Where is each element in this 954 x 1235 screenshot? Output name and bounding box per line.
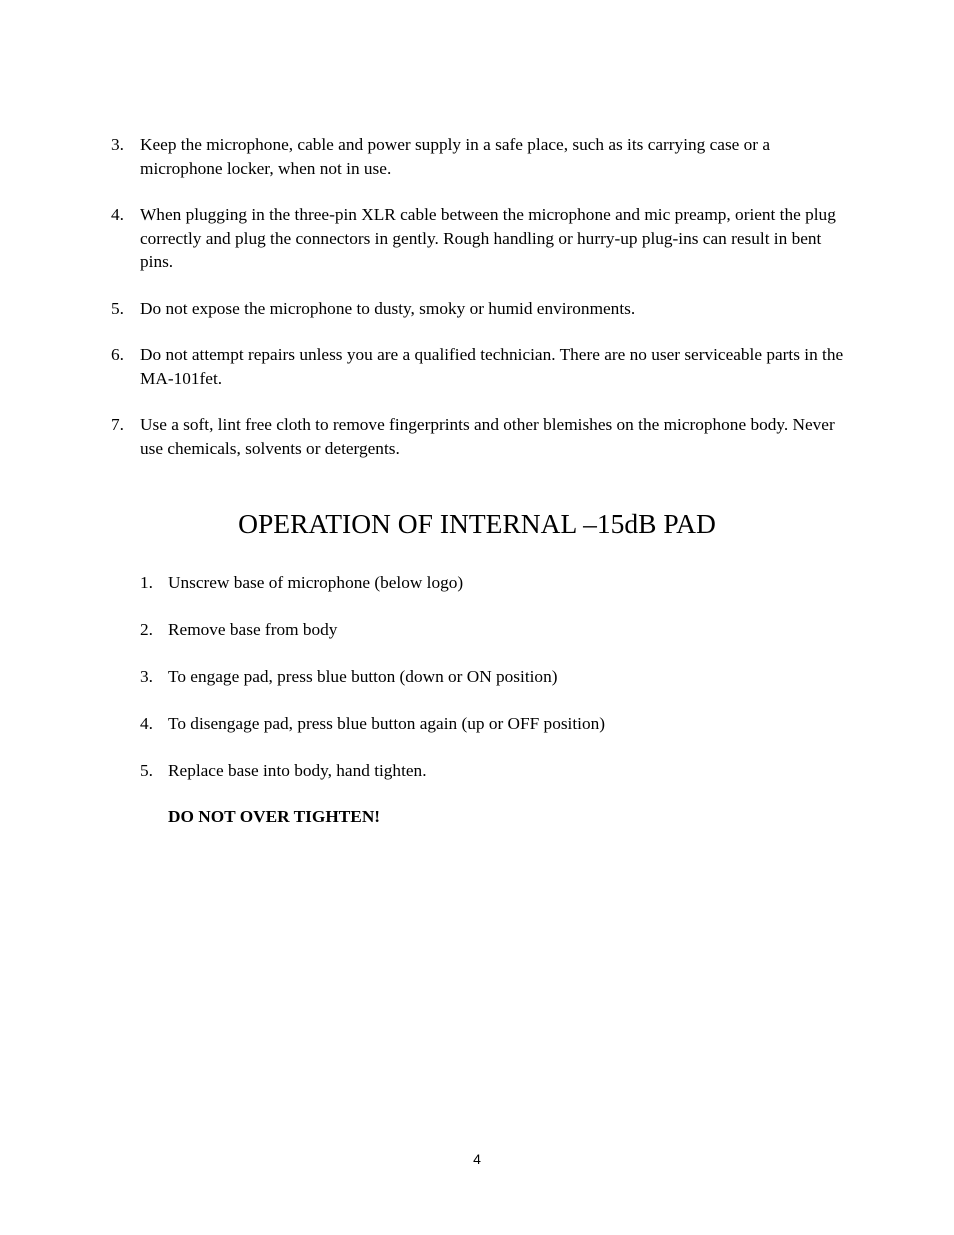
list-item-number: 4. <box>140 713 153 733</box>
list-item-number: 5. <box>111 298 124 318</box>
list-item <box>111 297 851 321</box>
list-item-text: Remove base from body <box>168 619 338 639</box>
list-item-number: 6. <box>111 345 124 364</box>
list-item <box>140 618 840 642</box>
list-item-number: 4. <box>111 205 124 224</box>
care-instructions-list <box>111 133 851 483</box>
pad-steps-list <box>140 571 840 805</box>
list-item <box>111 413 851 460</box>
list-item-text: To engage pad, press blue button (down or ON position) <box>168 666 558 686</box>
list-item <box>140 665 840 689</box>
list-item <box>111 203 851 274</box>
list-item-text: Use a soft, lint free cloth to remove fingerprints and other blemishes on the microphone body. Never use chemicals, solvents or detergents. <box>140 415 835 458</box>
list-item-number: 3. <box>111 135 124 154</box>
list-item-text: Replace base into body, hand tighten. <box>168 760 427 780</box>
list-item-number: 3. <box>140 666 153 686</box>
warning-text: DO NOT OVER TIGHTEN! <box>168 807 381 826</box>
list-item <box>140 712 840 736</box>
list-item-text: Do not attempt repairs unless you are a qualified technician. There are no user serviceable parts in the MA-101fet. <box>140 345 844 388</box>
list-item-text: Keep the microphone, cable and power supply in a safe place, such as its carrying case or a microphone locker, when not in use. <box>140 135 771 178</box>
list-item <box>140 571 840 595</box>
list-item-number: 2. <box>140 619 153 639</box>
list-item-text: Unscrew base of microphone (below logo) <box>168 573 464 592</box>
list-item <box>111 343 851 390</box>
list-item-number: 1. <box>140 573 153 592</box>
list-item-text: To disengage pad, press blue button again (up or OFF position) <box>168 713 606 733</box>
list-item-text: When plugging in the three-pin XLR cable between the microphone and mic preamp, orient the plug correctly and plug the connectors in gently. Rough handling or hurry-up plug-ins can result in bent pins. <box>140 205 836 271</box>
list-item-number: 5. <box>140 760 153 780</box>
list-item-number: 7. <box>111 415 124 434</box>
page-number: 4 <box>473 1151 481 1167</box>
section-heading: OPERATION OF INTERNAL –15dB PAD <box>238 508 716 539</box>
list-item <box>111 133 851 180</box>
list-item <box>140 759 840 783</box>
list-item-text: Do not expose the microphone to dusty, smoky or humid environments. <box>140 298 636 318</box>
